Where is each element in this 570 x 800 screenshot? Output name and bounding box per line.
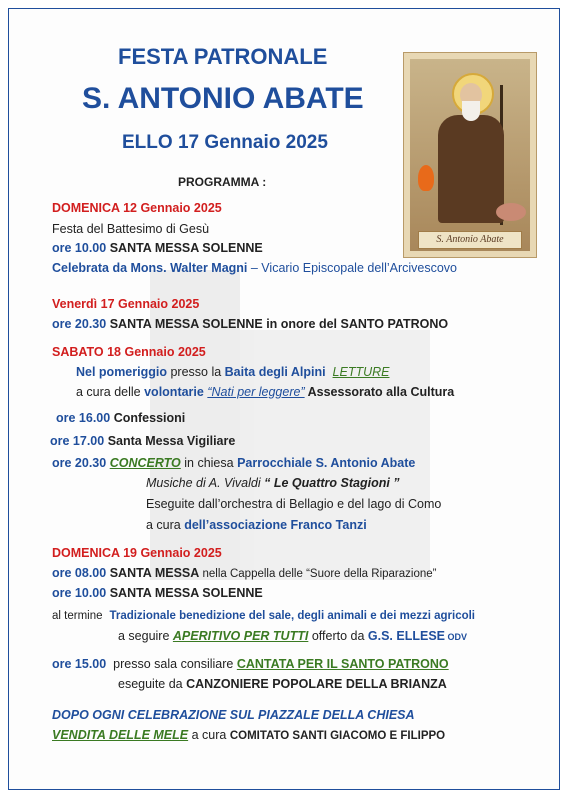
time: ore 16.00 (56, 411, 111, 425)
time: ore 10.00 (52, 241, 107, 255)
date-dom-19: DOMENICA 19 Gennaio 2025 (52, 546, 222, 560)
time: ore 15.00 (52, 657, 107, 671)
festa-battesimo: Festa del Battesimo di Gesù (52, 222, 210, 236)
time: ore 20.30 (52, 317, 107, 331)
celebrant-role: – Vicario Episcopale dell’Arcivescovo (247, 261, 458, 275)
cantata: CANTATA PER IL SANTO PATRONO (236, 657, 449, 671)
time: ore 20.30 (52, 456, 107, 470)
event: Parrocchiale S. Antonio Abate (237, 456, 416, 470)
text: volontarie (144, 385, 204, 399)
aperitivo: APERITIVO PER TUTTI (172, 629, 309, 643)
line-messa-1000b (52, 586, 263, 600)
text: a cura delle (76, 385, 145, 399)
line-tanzi (146, 518, 367, 532)
text: in chiesa (180, 456, 238, 470)
text: nella Cappella delle “Suore della Riparazione” (199, 568, 437, 580)
text: Tradizionale benedizione del sale, degli animali e dei mezzi agricoli (109, 610, 476, 622)
line-aperitivo (118, 629, 467, 643)
date-dom-12: DOMENICA 12 Gennaio 2025 (52, 201, 222, 215)
line-dopo-ogni: DOPO OGNI CELEBRAZIONE SUL PIAZZALE DELLA CHIESA (52, 708, 415, 722)
event: SANTA MESSA SOLENNE (109, 586, 263, 600)
text: ODV (445, 632, 468, 642)
letture-link: LETTURE (332, 365, 390, 379)
title-festa: FESTA PATRONALE (118, 44, 328, 69)
programma-heading: PROGRAMMA : (178, 175, 267, 189)
saint-image (403, 52, 537, 258)
quattro-stagioni: “ Le Quattro Stagioni ” (264, 476, 400, 490)
text: dell’associazione Franco Tanzi (184, 518, 367, 532)
line-nati-per-leggere (76, 385, 454, 399)
text: a cura (188, 728, 230, 742)
line-celebrant (52, 261, 457, 275)
nati-per-leggere: “Nati per leggere” (207, 385, 305, 399)
text: offerto da (308, 629, 368, 643)
image-caption: S. Antonio Abate (418, 231, 522, 249)
line-vigiliare (50, 434, 235, 448)
text: a seguire (118, 629, 173, 643)
date-sab-18: SABATO 18 Gennaio 2025 (52, 345, 206, 359)
event: SANTA MESSA SOLENNE in onore del SANTO PATRONO (109, 317, 449, 331)
celebrant: Celebrata da Mons. Walter Magni (52, 261, 248, 275)
event: Santa Messa Vigiliare (107, 434, 236, 448)
time: ore 08.00 (52, 566, 107, 580)
date-ven-17: Venerdì 17 Gennaio 2025 (52, 297, 200, 311)
text: presso sala consiliare (113, 657, 237, 671)
line-vivaldi (146, 476, 400, 490)
text: eseguite da (118, 677, 187, 691)
text: Assessorato alla Cultura (304, 385, 455, 399)
line-messa-2030 (52, 317, 448, 331)
line-mele (52, 728, 445, 742)
line-confessioni (56, 411, 185, 425)
text: presso la (166, 365, 225, 379)
concerto: CONCERTO (109, 456, 181, 470)
line-letture (76, 365, 390, 379)
line-messa-1000 (52, 241, 263, 255)
text: Nel pomeriggio (76, 365, 167, 379)
line-benedizione (52, 608, 475, 622)
text: COMITATO SANTI GIACOMO E FILIPPO (229, 730, 446, 742)
event: SANTA MESSA SOLENNE (109, 241, 263, 255)
line-cantata (52, 657, 449, 671)
time: ore 17.00 (50, 434, 105, 448)
line-concerto (52, 456, 415, 470)
text: G.S. ELLESE (367, 629, 445, 643)
text: al termine (52, 610, 103, 622)
vendita-mele: VENDITA DELLE MELE (52, 728, 189, 742)
line-orchestra: Eseguite dall’orchestra di Bellagio e del lago di Como (146, 497, 442, 511)
text: a cura (146, 518, 185, 532)
line-canzoniere (118, 677, 447, 691)
text: Baita degli Alpini (224, 365, 326, 379)
time: ore 10.00 (52, 586, 107, 600)
title-date: ELLO 17 Gennaio 2025 (122, 132, 328, 153)
text: CANZONIERE POPOLARE DELLA BRIANZA (186, 677, 447, 691)
line-messa-0800 (52, 566, 436, 580)
text: Musiche di A. Vivaldi (146, 476, 261, 490)
event: Confessioni (113, 411, 186, 425)
event: SANTA MESSA (109, 566, 200, 580)
title-saint: S. ANTONIO ABATE (82, 82, 364, 115)
